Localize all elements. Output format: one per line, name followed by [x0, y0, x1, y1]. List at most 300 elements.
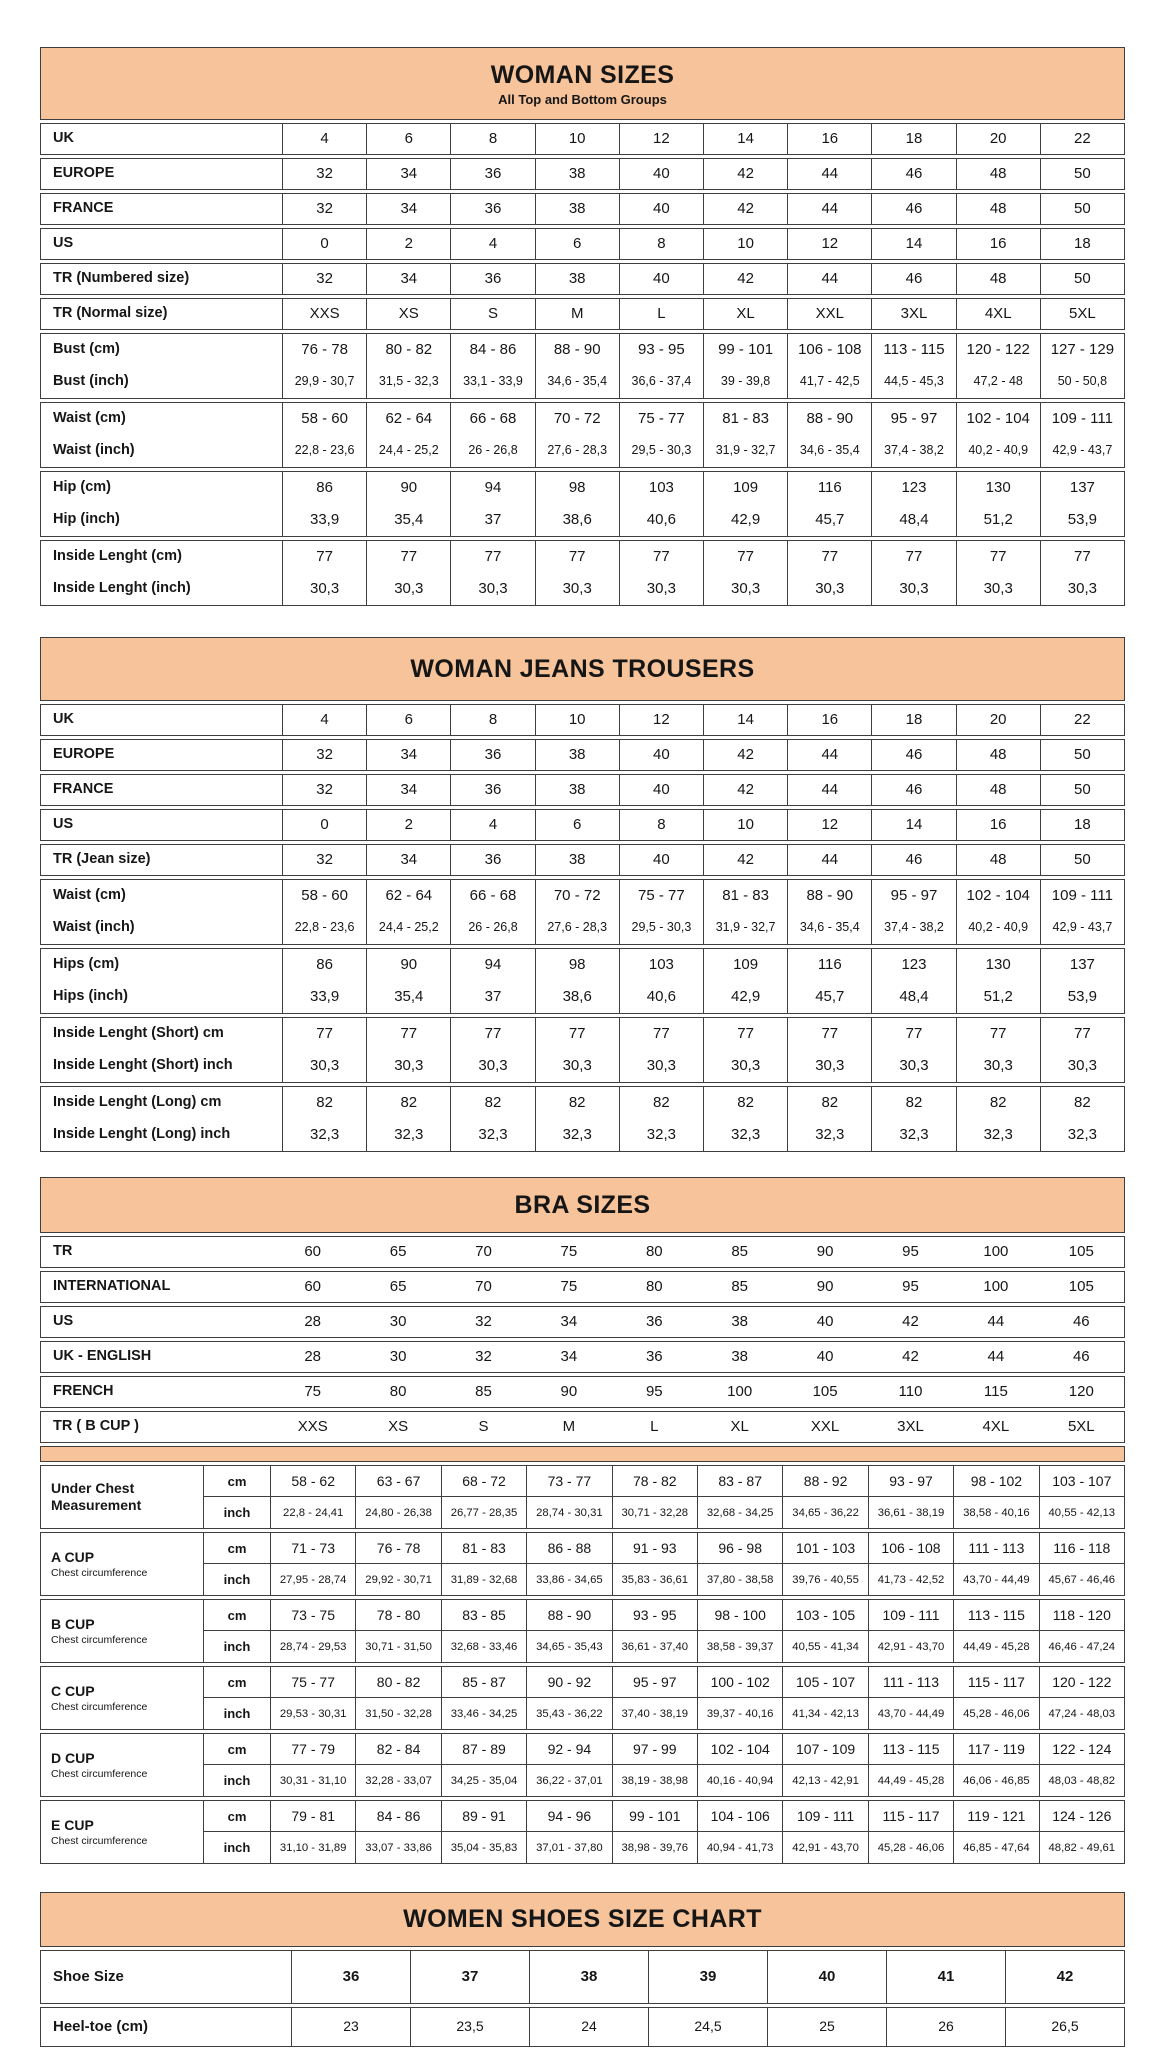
- table-cell: 12: [787, 810, 871, 840]
- table-row: [41, 981, 1124, 1013]
- table-group: [40, 704, 1125, 736]
- table-group: [40, 739, 1125, 771]
- table-cell: 86: [282, 949, 366, 981]
- table-row: [41, 1412, 1124, 1442]
- table-cell: 32,3: [450, 1119, 534, 1151]
- table-cell: 42,91 - 43,70: [782, 1832, 867, 1863]
- table-cell: 14: [703, 124, 787, 154]
- table-cell: 98 - 102: [953, 1466, 1038, 1497]
- row-label: Heel-toe (cm): [53, 2017, 149, 2035]
- row-label: US: [53, 1313, 74, 1330]
- table-cell: 38: [535, 775, 619, 805]
- table-group: [40, 844, 1125, 876]
- table-cell: 110: [898, 1382, 923, 1400]
- table-cell: 29,5 - 30,3: [619, 435, 703, 467]
- table-cell: 36,22 - 37,01: [526, 1765, 611, 1796]
- table-cell: L: [650, 1417, 659, 1435]
- table-group: [40, 263, 1125, 295]
- table-cell: 29,9 - 30,7: [282, 366, 366, 398]
- table-cell: 27,6 - 28,3: [535, 912, 619, 944]
- table-cell: 44: [987, 1347, 1005, 1365]
- table-cell: 39 - 39,8: [703, 366, 787, 398]
- table-cell: 14: [703, 705, 787, 735]
- table-cell: 77: [1040, 541, 1124, 573]
- table-cell: 16: [787, 124, 871, 154]
- table-row: [41, 1050, 1124, 1082]
- table-cell: 30,3: [787, 1050, 871, 1082]
- table-cell: 58 - 62: [270, 1466, 355, 1497]
- table-cell: 50: [1040, 740, 1124, 770]
- table-cell: 34,6 - 35,4: [535, 366, 619, 398]
- table-cell: 34: [366, 264, 450, 294]
- table-cell: 48: [956, 194, 1040, 224]
- table-cell: 90 - 92: [526, 1667, 611, 1698]
- table-cell: 30,71 - 32,28: [612, 1497, 697, 1528]
- table-cell: 53,9: [1040, 504, 1124, 536]
- table-cell: 89 - 91: [441, 1801, 526, 1832]
- table-title: WOMAN SIZES: [490, 60, 675, 89]
- table-group: [40, 1341, 1125, 1373]
- table-cell: 34: [560, 1312, 578, 1330]
- table-cell: 48: [956, 775, 1040, 805]
- table-cell: 8: [619, 810, 703, 840]
- table-cell: 115 - 117: [868, 1801, 953, 1832]
- table-cell: 48,82 - 49,61: [1039, 1832, 1124, 1863]
- table-cell: 8: [450, 124, 534, 154]
- table-row: [41, 229, 1124, 259]
- table-row: [41, 264, 1124, 294]
- cup-sublabel-text: Chest circumference: [51, 1634, 148, 1647]
- row-label: FRENCH: [53, 1383, 114, 1400]
- cup-group-label: [41, 1600, 203, 1662]
- table-cell: 26 - 26,8: [450, 435, 534, 467]
- table-cell: 40,6: [619, 504, 703, 536]
- table-cell: 93 - 95: [619, 334, 703, 366]
- table-cell: 45,7: [787, 981, 871, 1013]
- table-cell: 34: [366, 159, 450, 189]
- table-row: [41, 880, 1124, 912]
- table-cell: 77 - 79: [270, 1734, 355, 1765]
- row-label: Waist (cm): [53, 887, 126, 904]
- table-group: [40, 471, 1125, 537]
- table-cell: XXS: [282, 299, 366, 329]
- table-cell: 111 - 113: [953, 1533, 1038, 1564]
- table-group: [40, 1411, 1125, 1443]
- table-cell: 77: [450, 1018, 534, 1050]
- table-group: [40, 2007, 1125, 2047]
- table-cell: 46: [871, 159, 955, 189]
- table-cell: 80: [645, 1277, 663, 1295]
- table-cell: 77: [619, 1018, 703, 1050]
- table-cell: 70: [475, 1242, 492, 1260]
- table-cell: 30,3: [450, 1050, 534, 1082]
- table-cell: 100: [983, 1242, 1009, 1260]
- table-cell: 38: [535, 159, 619, 189]
- cup-group: [40, 1532, 1125, 1596]
- table-cell: 50: [1040, 159, 1124, 189]
- cup-sublabel-text: Chest circumference: [51, 1768, 148, 1781]
- table-cell: XXS: [297, 1417, 328, 1435]
- table-cell: 46,06 - 46,85: [953, 1765, 1038, 1796]
- table-cell: 32,3: [282, 1119, 366, 1151]
- table-cell: 41: [886, 1951, 1005, 2003]
- table-cell: 12: [619, 705, 703, 735]
- table-cell: 32,68 - 34,25: [697, 1497, 782, 1528]
- table-cell: 22,8 - 24,41: [270, 1497, 355, 1528]
- table-cell: 24,4 - 25,2: [366, 912, 450, 944]
- table-cell: 3XL: [871, 299, 955, 329]
- table-cell: 30,3: [450, 573, 534, 605]
- table-row: [41, 1237, 1124, 1267]
- table-cell: 35,4: [366, 504, 450, 536]
- table-cell: 77: [619, 541, 703, 573]
- table-cell: 79 - 81: [270, 1801, 355, 1832]
- table-cell: 137: [1040, 472, 1124, 504]
- cup-sublabel-text: Chest circumference: [51, 1835, 148, 1848]
- table-cell: 33,9: [282, 504, 366, 536]
- table-cell: 20: [956, 124, 1040, 154]
- table-cell: 84 - 86: [355, 1801, 440, 1832]
- table-group: [40, 774, 1125, 806]
- table-cell: 29,5 - 30,3: [619, 912, 703, 944]
- table-cell: 70 - 72: [535, 403, 619, 435]
- table-cell: 82: [535, 1087, 619, 1119]
- table-cell: 82: [366, 1087, 450, 1119]
- table-cell: 45,67 - 46,46: [1039, 1564, 1124, 1595]
- table-cell: 82: [871, 1087, 955, 1119]
- table-cell: 36,61 - 38,19: [868, 1497, 953, 1528]
- cup-label-text: A CUP: [51, 1548, 95, 1565]
- table-row: [41, 541, 1124, 573]
- table-cell: 39,76 - 40,55: [782, 1564, 867, 1595]
- table-cell: 16: [956, 810, 1040, 840]
- table-cell: 63 - 67: [355, 1466, 440, 1497]
- row-label: TR: [53, 1243, 73, 1260]
- row-label: Inside Lenght (Short) cm: [53, 1025, 224, 1042]
- table-cell: 77: [871, 541, 955, 573]
- table-row: [41, 1307, 1124, 1337]
- table-cell: 30,71 - 31,50: [355, 1631, 440, 1662]
- table-cell: 4: [282, 124, 366, 154]
- table-cell: 51,2: [956, 504, 1040, 536]
- table-cell: 33,86 - 34,65: [526, 1564, 611, 1595]
- table-cell: 48,4: [871, 504, 955, 536]
- row-label: EUROPE: [53, 165, 115, 182]
- table-cell: 37: [410, 1951, 529, 2003]
- table-cell: 24,80 - 26,38: [355, 1497, 440, 1528]
- woman-sizes-table: [40, 47, 1125, 606]
- table-cell: 33,07 - 33,86: [355, 1832, 440, 1863]
- table-cell: 30: [389, 1312, 407, 1330]
- table-cell: 80: [389, 1382, 407, 1400]
- table-cell: 77: [282, 1018, 366, 1050]
- table-cell: 34,65 - 36,22: [782, 1497, 867, 1528]
- table-row: [41, 504, 1124, 536]
- table-row: [41, 159, 1124, 189]
- unit-label-inch: inch: [203, 1832, 270, 1863]
- row-label: Bust (cm): [53, 341, 120, 358]
- cup-group: [40, 1733, 1125, 1797]
- table-group: [40, 1017, 1125, 1083]
- table-cell: 32: [282, 159, 366, 189]
- unit-label-cm: cm: [203, 1466, 270, 1497]
- table-cell: 30,3: [703, 573, 787, 605]
- table-cell: 78 - 80: [355, 1600, 440, 1631]
- table-cell: 100: [727, 1382, 753, 1400]
- table-cell: 80 - 82: [366, 334, 450, 366]
- table-cell: 82: [1040, 1087, 1124, 1119]
- table-cell: 77: [535, 1018, 619, 1050]
- table-cell: 85 - 87: [441, 1667, 526, 1698]
- row-label: FRANCE: [53, 781, 114, 798]
- unit-label-cm: cm: [203, 1734, 270, 1765]
- table-cell: 42: [902, 1347, 919, 1365]
- table-cell: 75: [560, 1242, 578, 1260]
- table-cell: 35,83 - 36,61: [612, 1564, 697, 1595]
- table-cell: 39,37 - 40,16: [697, 1698, 782, 1729]
- table-cell: 122 - 124: [1039, 1734, 1124, 1765]
- row-label: Inside Lenght (Long) cm: [53, 1094, 222, 1111]
- table-cell: 105 - 107: [782, 1667, 867, 1698]
- table-cell: 30,3: [535, 1050, 619, 1082]
- table-cell: 109: [703, 949, 787, 981]
- table-cell: 34,6 - 35,4: [787, 435, 871, 467]
- cup-group: [40, 1800, 1125, 1864]
- table-cell: 82: [450, 1087, 534, 1119]
- table-cell: 106 - 108: [868, 1533, 953, 1564]
- table-cell: 38: [731, 1347, 749, 1365]
- table-cell: 44,49 - 45,28: [868, 1765, 953, 1796]
- table-group: [40, 123, 1125, 155]
- row-label: Inside Lenght (cm): [53, 548, 182, 565]
- table-row: [41, 573, 1124, 605]
- table-cell: 20: [956, 705, 1040, 735]
- table-cell: 46: [871, 740, 955, 770]
- table-cell: 119 - 121: [953, 1801, 1038, 1832]
- table-cell: 18: [1040, 810, 1124, 840]
- table-cell: XXL: [810, 1417, 840, 1435]
- table-cell: 36,6 - 37,4: [619, 366, 703, 398]
- table-cell: S: [450, 299, 534, 329]
- table-cell: 33,1 - 33,9: [450, 366, 534, 398]
- table-cell: XS: [366, 299, 450, 329]
- table-cell: 83 - 87: [697, 1466, 782, 1497]
- row-label: FRANCE: [53, 200, 114, 217]
- table-row: [41, 1951, 1124, 2003]
- table-group: [40, 193, 1125, 225]
- cup-sublabel-text: Chest circumference: [51, 1701, 148, 1714]
- table-cell: 77: [871, 1018, 955, 1050]
- table-group: [40, 1086, 1125, 1152]
- table-row: [41, 1087, 1124, 1119]
- table-cell: 95 - 97: [612, 1667, 697, 1698]
- table-cell: 46: [871, 775, 955, 805]
- table-group: [40, 1271, 1125, 1303]
- table-cell: 16: [787, 705, 871, 735]
- table-cell: 62 - 64: [366, 880, 450, 912]
- table-cell: 88 - 90: [787, 880, 871, 912]
- table-cell: 12: [787, 229, 871, 259]
- table-cell: 116 - 118: [1039, 1533, 1124, 1564]
- table-cell: 30,3: [282, 1050, 366, 1082]
- table-cell: 30: [389, 1347, 407, 1365]
- table-row: [41, 705, 1124, 735]
- table-cell: 42: [703, 264, 787, 294]
- table-cell: 31,5 - 32,3: [366, 366, 450, 398]
- table-cell: 38,98 - 39,76: [612, 1832, 697, 1863]
- table-row: [41, 366, 1124, 398]
- table-cell: 40,2 - 40,9: [956, 435, 1040, 467]
- table-cell: 31,10 - 31,89: [270, 1832, 355, 1863]
- table-cell: 2: [366, 810, 450, 840]
- table-cell: 23,5: [410, 2008, 529, 2046]
- table-cell: 58 - 60: [282, 403, 366, 435]
- table-cell: 75: [304, 1382, 322, 1400]
- table-cell: 32,3: [535, 1119, 619, 1151]
- table-cell: 22: [1040, 124, 1124, 154]
- table-cell: 26,77 - 28,35: [441, 1497, 526, 1528]
- table-cell: 99 - 101: [612, 1801, 697, 1832]
- table-cell: 106 - 108: [787, 334, 871, 366]
- table-cell: 68 - 72: [441, 1466, 526, 1497]
- table-cell: 99 - 101: [703, 334, 787, 366]
- table-row: [41, 740, 1124, 770]
- table-cell: 130: [956, 949, 1040, 981]
- table-cell: 40: [767, 1951, 886, 2003]
- table-cell: 91 - 93: [612, 1533, 697, 1564]
- table-cell: 109 - 111: [1040, 403, 1124, 435]
- table-cell: 109: [703, 472, 787, 504]
- table-cell: 82: [703, 1087, 787, 1119]
- table-cell: 28: [304, 1347, 322, 1365]
- table-cell: 32,3: [619, 1119, 703, 1151]
- table-cell: 88 - 90: [787, 403, 871, 435]
- row-label: Waist (inch): [53, 919, 135, 936]
- table-cell: 40,55 - 42,13: [1039, 1497, 1124, 1528]
- table-row: [41, 775, 1124, 805]
- table-cell: 80 - 82: [355, 1667, 440, 1698]
- row-label: Hips (inch): [53, 988, 128, 1005]
- table-cell: 36: [291, 1951, 410, 2003]
- table-cell: 82: [619, 1087, 703, 1119]
- table-cell: 30,3: [1040, 573, 1124, 605]
- table-cell: 30,3: [787, 573, 871, 605]
- table-cell: 31,9 - 32,7: [703, 912, 787, 944]
- table-cell: 10: [703, 810, 787, 840]
- table-cell: 98: [535, 472, 619, 504]
- table-cell: 32: [282, 194, 366, 224]
- table-row: [41, 1342, 1124, 1372]
- table-cell: 113 - 115: [953, 1600, 1038, 1631]
- woman-jeans-trousers-table: [40, 637, 1125, 1152]
- table-cell: 81 - 83: [703, 403, 787, 435]
- table-cell: 81 - 83: [703, 880, 787, 912]
- table-cell: 0: [282, 229, 366, 259]
- table-cell: 118 - 120: [1039, 1600, 1124, 1631]
- table-cell: 3XL: [897, 1417, 924, 1435]
- table-cell: 45,28 - 46,06: [953, 1698, 1038, 1729]
- table-cell: 8: [450, 705, 534, 735]
- table-cell: 45,28 - 46,06: [868, 1832, 953, 1863]
- table-cell: 76 - 78: [282, 334, 366, 366]
- table-cell: 47,24 - 48,03: [1039, 1698, 1124, 1729]
- table-cell: 42: [703, 775, 787, 805]
- table-cell: 46: [871, 845, 955, 875]
- table-cell: 34: [366, 740, 450, 770]
- table-cell: 6: [535, 810, 619, 840]
- table-cell: 10: [535, 705, 619, 735]
- table-cell: 42: [703, 740, 787, 770]
- table-cell: 120 - 122: [1039, 1667, 1124, 1698]
- table-cell: 30,3: [871, 573, 955, 605]
- table-cell: 101 - 103: [782, 1533, 867, 1564]
- table-cell: 77: [366, 1018, 450, 1050]
- table-cell: 42: [703, 194, 787, 224]
- table-cell: 84 - 86: [450, 334, 534, 366]
- table-cell: 36: [450, 264, 534, 294]
- table-cell: 24,5: [648, 2008, 767, 2046]
- row-label: UK: [53, 130, 74, 147]
- table-cell: 42: [902, 1312, 919, 1330]
- table-cell: 44: [787, 740, 871, 770]
- table-cell: M: [535, 299, 619, 329]
- table-group: [40, 1950, 1125, 2004]
- table-cell: 2: [366, 229, 450, 259]
- table-cell: 71 - 73: [270, 1533, 355, 1564]
- table-cell: 25: [767, 2008, 886, 2046]
- table-cell: 0: [282, 810, 366, 840]
- table-cell: 116: [787, 949, 871, 981]
- table-group: [40, 333, 1125, 399]
- table-cell: 45,7: [787, 504, 871, 536]
- table-cell: 82: [956, 1087, 1040, 1119]
- table-cell: 50: [1040, 845, 1124, 875]
- cup-group-label: [41, 1667, 203, 1729]
- table-cell: 42,9 - 43,7: [1040, 435, 1124, 467]
- unit-label-inch: inch: [203, 1564, 270, 1595]
- woman-jeans-trousers-title-band: [40, 637, 1125, 701]
- table-cell: 90: [366, 472, 450, 504]
- table-cell: 105: [812, 1382, 838, 1400]
- table-cell: 109 - 111: [782, 1801, 867, 1832]
- table-cell: 82 - 84: [355, 1734, 440, 1765]
- table-cell: 94: [450, 472, 534, 504]
- table-cell: 33,46 - 34,25: [441, 1698, 526, 1729]
- table-cell: 38,58 - 40,16: [953, 1497, 1038, 1528]
- table-cell: 50 - 50,8: [1040, 366, 1124, 398]
- cup-group: [40, 1465, 1125, 1529]
- table-cell: 36: [450, 194, 534, 224]
- unit-label-inch: inch: [203, 1631, 270, 1662]
- table-cell: 40: [816, 1312, 834, 1330]
- table-cell: 32: [475, 1312, 492, 1330]
- table-cell: 77: [703, 1018, 787, 1050]
- table-group: [40, 809, 1125, 841]
- table-group: [40, 298, 1125, 330]
- table-cell: 40,16 - 40,94: [697, 1765, 782, 1796]
- table-cell: 85: [475, 1382, 492, 1400]
- table-cell: 90: [560, 1382, 578, 1400]
- table-cell: 43,70 - 44,49: [953, 1564, 1038, 1595]
- cup-label-text: B CUP: [51, 1615, 95, 1632]
- table-cell: 88 - 92: [782, 1466, 867, 1497]
- table-cell: 18: [871, 705, 955, 735]
- table-cell: 41,34 - 42,13: [782, 1698, 867, 1729]
- table-cell: 130: [956, 472, 1040, 504]
- row-label: Waist (cm): [53, 410, 126, 427]
- row-label: Hip (inch): [53, 511, 120, 528]
- table-cell: 41,73 - 42,52: [868, 1564, 953, 1595]
